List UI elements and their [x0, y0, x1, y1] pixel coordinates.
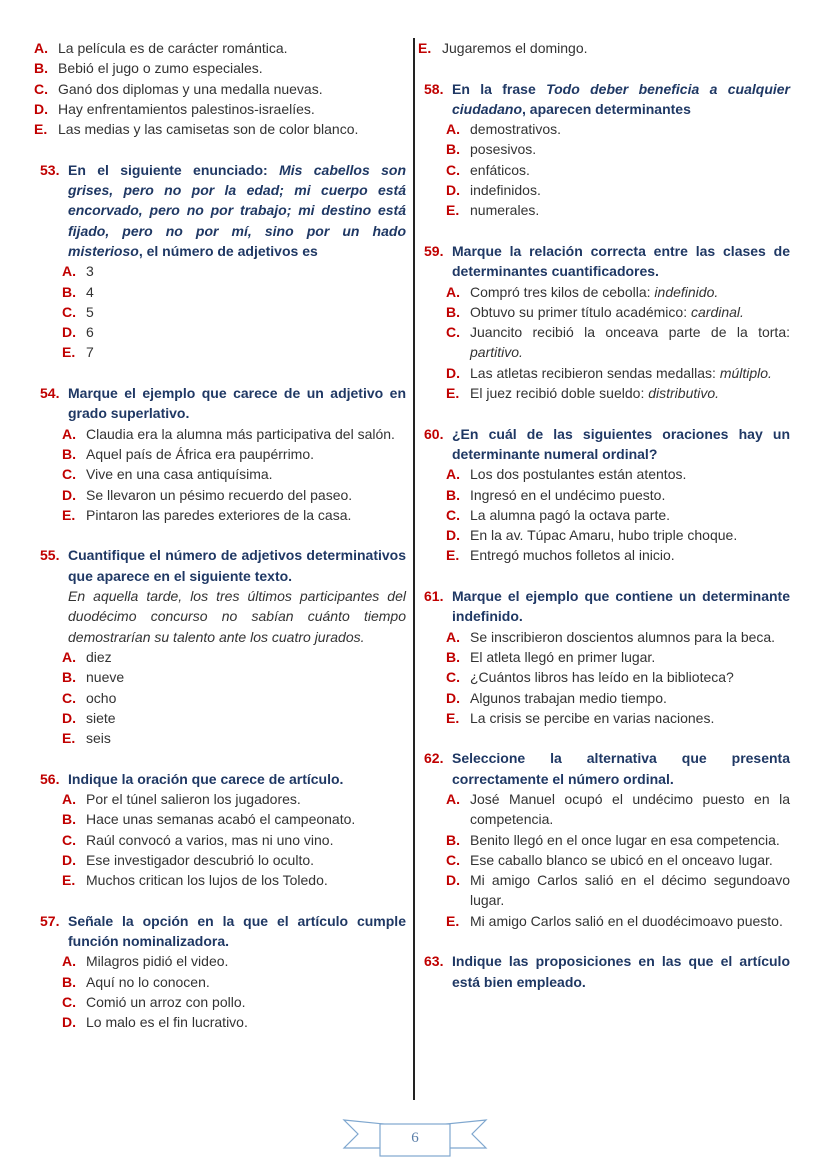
answer-option: [446, 545, 790, 565]
question-continuation: [418, 38, 790, 58]
option-text: siete: [86, 709, 116, 726]
option-text: Aquí no lo conocen.: [86, 973, 210, 990]
answer-option: [418, 38, 790, 58]
stem-segment: Marque el ejemplo que contiene un determinante indefinido.: [452, 588, 790, 625]
question: [424, 586, 790, 728]
option-letter: A.: [446, 121, 460, 138]
stem-segment: Cuantifique el número de adjetivos determinativos que aparece en el siguiente texto.: [68, 547, 406, 584]
answer-option: [446, 139, 790, 159]
option-text: La película es de carácter romántica.: [58, 40, 288, 56]
option-letter: A.: [446, 628, 460, 645]
option-text: Ese investigador descubrió lo oculto.: [86, 851, 315, 868]
left-column: [34, 38, 406, 1033]
option-letter: D.: [446, 364, 460, 381]
answer-option: [62, 951, 406, 971]
answer-option: [62, 302, 406, 322]
option-text: 7: [86, 344, 94, 361]
answer-option: [62, 830, 406, 850]
question-stem: [68, 769, 406, 789]
stem-segment: Indique la oración que carece de artículo.: [68, 770, 344, 787]
answer-option: [62, 322, 406, 342]
question-number: 57.: [40, 912, 60, 929]
option-letter: C.: [446, 506, 460, 523]
answer-option: [34, 38, 406, 58]
question: [40, 545, 406, 748]
stem-segment: En la frase: [452, 80, 547, 97]
options-list: [446, 119, 790, 220]
option-letter: C.: [62, 466, 76, 483]
answer-option: [62, 992, 406, 1012]
question-number: 54.: [40, 385, 60, 402]
option-letter: E.: [418, 40, 432, 56]
question-number: 60.: [424, 425, 444, 442]
answer-option: [34, 58, 406, 78]
options-list: [62, 424, 406, 525]
question-number: 55.: [40, 547, 60, 564]
option-letter: B.: [446, 831, 460, 848]
answer-option: [62, 850, 406, 870]
answer-option: [446, 200, 790, 220]
question: [40, 383, 406, 525]
option-text: En la av. Túpac Amaru, hubo triple choque.: [470, 527, 738, 544]
option-letter: B.: [62, 973, 76, 990]
question-number: 61.: [424, 588, 444, 605]
option-letter: E.: [62, 730, 76, 747]
option-letter: B.: [446, 486, 460, 503]
option-text: Aquel país de África era paupérrimo.: [86, 445, 315, 462]
option-letter: B.: [62, 283, 76, 300]
option-text: Milagros pidió el video.: [86, 953, 229, 970]
option-text: enfáticos.: [470, 161, 530, 178]
page-number: 6: [411, 1130, 419, 1146]
option-letter: A.: [446, 790, 460, 807]
option-letter: B.: [446, 648, 460, 665]
question-stem: [68, 383, 406, 424]
option-text: seis: [86, 730, 111, 747]
stem-segment: Señale la opción en la que el artículo cumple función nominalizadora.: [68, 912, 406, 950]
answer-option: [446, 322, 790, 363]
question-stem: [452, 951, 790, 992]
question-stem: [68, 160, 406, 261]
option-letter: E.: [34, 121, 48, 138]
option-text: Algunos trabajan medio tiempo.: [470, 689, 667, 706]
answer-option: [446, 789, 790, 830]
column-divider: [413, 38, 415, 1100]
option-letter: A.: [62, 425, 76, 442]
answer-option: [62, 424, 406, 444]
option-letter: C.: [62, 993, 76, 1010]
stem-segment: Marque el ejemplo que carece de un adjetivo en grado superlativo.: [68, 385, 406, 422]
question-number: 58.: [424, 80, 444, 97]
question-stem: [452, 586, 790, 627]
answer-option: [446, 160, 790, 180]
answer-option: [62, 809, 406, 829]
stem-segment: Seleccione la alternativa que presenta correctamente el número ordinal.: [452, 750, 790, 787]
option-letter: D.: [446, 182, 460, 199]
stem-segment: Todo deber beneficia a cualquier ciudadano: [452, 80, 790, 117]
option-text: Juancito recibió la onceava parte de la torta:: [470, 324, 790, 341]
question-stem: [452, 79, 790, 120]
question-continuation: [34, 38, 406, 139]
option-letter: D.: [446, 527, 460, 544]
question-stem: [452, 748, 790, 789]
option-letter: C.: [446, 669, 460, 686]
question: [424, 79, 790, 221]
option-letter: D.: [446, 872, 460, 889]
option-letter: E.: [446, 709, 460, 726]
option-letter: A.: [62, 648, 76, 665]
answer-option: [62, 789, 406, 809]
option-letter: B.: [446, 141, 460, 158]
option-letter: D.: [62, 324, 76, 341]
answer-option: [446, 870, 790, 911]
question: [424, 748, 790, 931]
option-text: Claudia era la alumna más participativa del salón.: [86, 425, 395, 442]
option-text: Los dos postulantes están atentos.: [470, 466, 687, 483]
answer-option: [446, 302, 790, 322]
answer-option: [446, 911, 790, 931]
stem-segment: Mis cabellos son grises, pero no por la edad; mi cuerpo está encorvado, pero no por trabajo; mi destino está fijado, pero no por mí, sino por un hado misterioso: [68, 161, 406, 259]
option-text: Hace unas semanas acabó el campeonato.: [86, 811, 356, 828]
options-list: [446, 464, 790, 565]
options-list: [446, 282, 790, 404]
option-text: Mi amigo Carlos salió en el duodécimoavo puesto.: [470, 912, 783, 929]
option-letter: C.: [62, 689, 76, 706]
option-text: Benito llegó en el once lugar en esa competencia.: [470, 831, 780, 848]
option-text: indefinidos.: [470, 182, 541, 199]
answer-option: [62, 688, 406, 708]
option-text: Lo malo es el fin lucrativo.: [86, 1014, 248, 1031]
options-list: [418, 38, 790, 58]
answer-option: [446, 708, 790, 728]
answer-option: [446, 525, 790, 545]
option-letter: C.: [34, 80, 48, 97]
option-text: Comió un arroz con pollo.: [86, 993, 246, 1010]
option-text: Obtuvo su primer título académico:: [470, 303, 691, 320]
option-letter: C.: [446, 851, 460, 868]
question: [40, 769, 406, 891]
stem-segment: Indique las proposiciones en las que el artículo está bien empleado.: [452, 953, 790, 990]
option-text: demostrativos.: [470, 121, 562, 138]
answer-option: [62, 282, 406, 302]
option-text: Por el túnel salieron los jugadores.: [86, 790, 301, 807]
option-letter: C.: [62, 831, 76, 848]
answer-option: [446, 180, 790, 200]
option-text: José Manuel ocupó el undécimo puesto en la competencia.: [470, 790, 790, 828]
option-letter: C.: [446, 161, 460, 178]
answer-option: [446, 688, 790, 708]
question-number: 63.: [424, 953, 444, 970]
answer-option: [62, 485, 406, 505]
option-text: nueve: [86, 669, 125, 686]
answer-option: [446, 850, 790, 870]
option-letter: A.: [446, 466, 460, 483]
option-text: La alumna pagó la octava parte.: [470, 506, 671, 523]
options-list: [62, 647, 406, 748]
option-letter: E.: [62, 506, 76, 523]
answer-option: [62, 667, 406, 687]
question-stem: [452, 241, 790, 282]
answer-option: [62, 708, 406, 728]
question-number: 62.: [424, 750, 444, 767]
answer-option: [446, 830, 790, 850]
option-letter: A.: [62, 953, 76, 970]
option-letter: D.: [62, 709, 76, 726]
option-text: Hay enfrentamientos palestinos-israelíes.: [58, 100, 315, 117]
answer-option: [446, 667, 790, 687]
answer-option: [62, 647, 406, 667]
option-text: diez: [86, 648, 112, 665]
stem-segment: ¿En cuál de las siguientes oraciones hay un determinante numeral ordinal?: [452, 425, 790, 462]
option-text: partitivo.: [470, 344, 523, 361]
option-text: cardinal.: [691, 303, 744, 320]
right-column: [418, 38, 790, 992]
answer-option: [446, 119, 790, 139]
option-letter: D.: [446, 689, 460, 706]
options-list: [34, 38, 406, 139]
stem-segment: , aparecen determinantes: [522, 100, 691, 117]
option-text: distributivo.: [648, 385, 720, 402]
option-letter: B.: [446, 303, 460, 320]
option-text: numerales.: [470, 202, 540, 219]
answer-option: [62, 261, 406, 281]
option-text: ocho: [86, 689, 117, 706]
answer-option: [34, 79, 406, 99]
option-text: Vive en una casa antiquísima.: [86, 466, 273, 483]
option-text: 5: [86, 303, 94, 320]
option-letter: C.: [62, 303, 76, 320]
option-letter: E.: [62, 344, 76, 361]
option-text: Ganó dos diplomas y una medalla nuevas.: [58, 80, 323, 97]
answer-option: [446, 464, 790, 484]
option-letter: E.: [446, 547, 460, 564]
option-letter: E.: [62, 872, 76, 889]
answer-option: [62, 1012, 406, 1032]
answer-option: [446, 505, 790, 525]
stem-segment: En el siguiente enunciado:: [68, 161, 280, 178]
question: [424, 951, 790, 992]
option-letter: B.: [62, 811, 76, 828]
option-text: El juez recibió doble sueldo:: [470, 385, 649, 402]
question: [424, 424, 790, 566]
option-text: Jugaremos el domingo.: [442, 40, 588, 56]
option-letter: A.: [62, 790, 76, 807]
question-number: 53.: [40, 161, 60, 178]
option-text: Mi amigo Carlos salió en el décimo segundoavo lugar.: [470, 872, 790, 909]
question-number: 56.: [40, 770, 60, 787]
question-stem: [452, 424, 790, 465]
answer-option: [62, 342, 406, 362]
option-letter: E.: [446, 385, 460, 402]
option-letter: B.: [34, 60, 48, 77]
question: [424, 241, 790, 403]
option-text: ¿Cuántos libros has leído en la biblioteca?: [470, 669, 734, 686]
option-text: Raúl convocó a varios, mas ni uno vino.: [86, 831, 334, 848]
answer-option: [62, 728, 406, 748]
option-text: indefinido.: [654, 283, 719, 300]
option-letter: D.: [34, 100, 48, 117]
option-letter: A.: [446, 283, 460, 300]
answer-option: [446, 647, 790, 667]
page-footer-banner: [340, 1112, 490, 1160]
option-text: Muchos critican los lujos de los Toledo.: [86, 872, 328, 889]
option-text: Las medias y las camisetas son de color blanco.: [58, 121, 359, 138]
option-text: Compró tres kilos de cebolla:: [470, 283, 655, 300]
option-letter: D.: [62, 851, 76, 868]
option-letter: E.: [446, 202, 460, 219]
options-list: [446, 627, 790, 728]
option-text: 4: [86, 283, 94, 300]
option-text: 6: [86, 324, 94, 341]
option-letter: B.: [62, 669, 76, 686]
answer-option: [62, 972, 406, 992]
stem-segment: Marque la relación correcta entre las clases de determinantes cuantificadores.: [452, 242, 790, 280]
option-letter: A.: [34, 40, 48, 56]
answer-option: [446, 485, 790, 505]
option-letter: A.: [62, 263, 76, 280]
option-letter: D.: [62, 486, 76, 503]
option-text: La crisis se percibe en varias naciones.: [470, 709, 715, 726]
question-passage: En aquella tarde, los tres últimos participantes del duodécimo concurso no sabían cuánto tiempo demostrarían su talento ante los cuatro jurados.: [68, 588, 406, 645]
question-stem: [68, 911, 406, 952]
options-list: [62, 951, 406, 1032]
answer-option: [34, 119, 406, 139]
option-text: El atleta llegó en primer lugar.: [470, 648, 656, 665]
option-text: Bebió el jugo o zumo especiales.: [58, 60, 263, 77]
option-letter: D.: [62, 1014, 76, 1031]
answer-option: [62, 444, 406, 464]
option-text: posesivos.: [470, 141, 537, 158]
answer-option: [446, 383, 790, 403]
option-text: Se llevaron un pésimo recuerdo del paseo.: [86, 486, 353, 503]
answer-option: [446, 282, 790, 302]
option-letter: B.: [62, 445, 76, 462]
answer-option: [62, 464, 406, 484]
answer-option: [34, 99, 406, 119]
option-text: 3: [86, 263, 94, 280]
option-letter: E.: [446, 912, 460, 929]
options-list: [62, 261, 406, 362]
answer-option: [62, 870, 406, 890]
answer-option: [446, 627, 790, 647]
question-stem: [68, 545, 406, 586]
option-text: Entregó muchos folletos al inicio.: [470, 547, 675, 564]
option-text: Se inscribieron doscientos alumnos para la beca.: [470, 628, 776, 645]
option-text: Las atletas recibieron sendas medallas:: [470, 364, 720, 381]
option-text: múltiplo.: [719, 364, 772, 381]
question: [40, 911, 406, 1033]
option-letter: C.: [446, 324, 460, 341]
question: [40, 160, 406, 363]
stem-segment: , el número de adjetivos es: [138, 242, 318, 259]
options-list: [62, 789, 406, 890]
option-text: Pintaron las paredes exteriores de la casa.: [86, 506, 352, 523]
option-text: Ese caballo blanco se ubicó en el onceavo lugar.: [470, 851, 773, 868]
answer-option: [62, 505, 406, 525]
option-text: Ingresó en el undécimo puesto.: [470, 486, 666, 503]
options-list: [446, 789, 790, 931]
question-number: 59.: [424, 242, 444, 259]
answer-option: [446, 363, 790, 383]
